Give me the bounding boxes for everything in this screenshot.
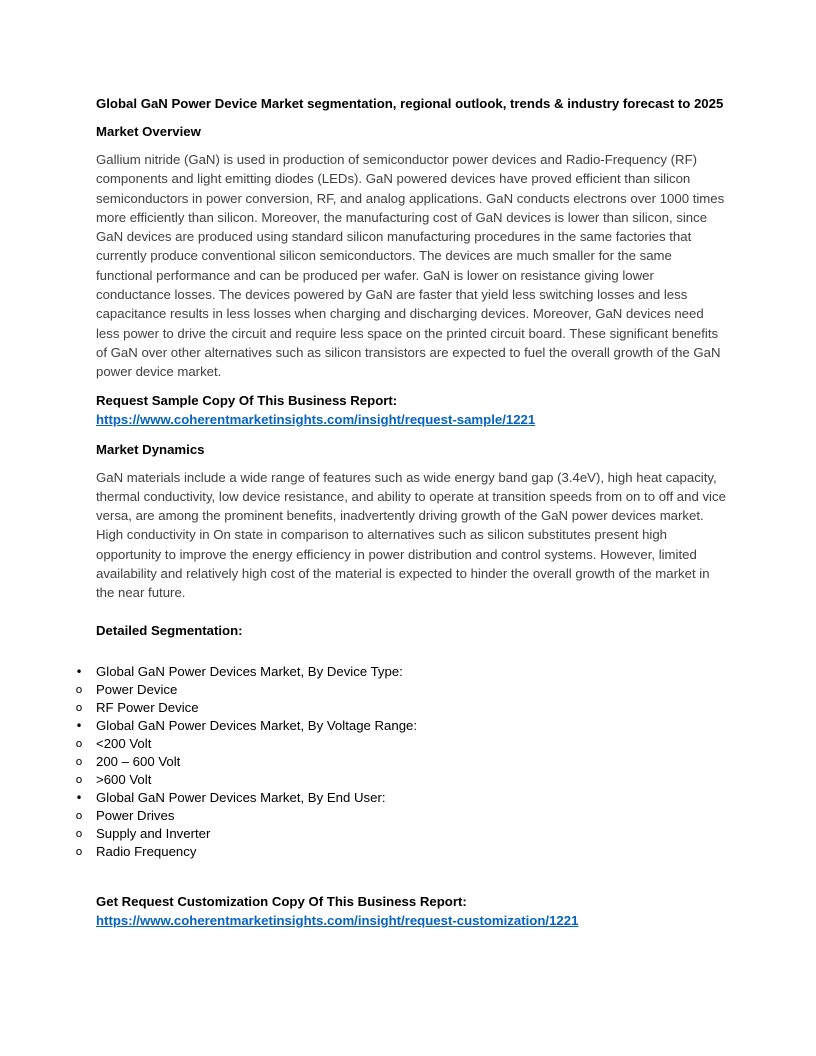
segment-subitem	[75, 735, 726, 753]
segment-text: 200 – 600 Volt	[96, 753, 181, 769]
segment-category-item	[75, 717, 726, 735]
circle-marker-icon: o	[75, 844, 83, 858]
circle-marker-icon: o	[75, 826, 83, 840]
segment-category-item	[75, 663, 726, 681]
bullet-marker-icon: •	[75, 790, 83, 805]
segment-text: Global GaN Power Devices Market, By End User:	[96, 789, 386, 805]
segment-category-item	[75, 789, 726, 807]
segment-text: RF Power Device	[96, 699, 199, 715]
circle-marker-icon: o	[75, 808, 83, 822]
request-sample-link[interactable]: https://www.coherentmarketinsights.com/insight/request-sample/1221	[96, 412, 536, 428]
segment-subitem	[75, 807, 726, 825]
bullet-marker-icon: •	[75, 664, 83, 679]
segment-text: Power Device	[96, 681, 178, 697]
segment-text: >600 Volt	[96, 771, 152, 787]
segment-subitem	[75, 681, 726, 699]
market-overview-text: Gallium nitride (GaN) is used in production of semiconductor power devices and Radio-Frequency (RF) components and light emitting diodes (LEDs). GaN powered devices have proved efficient than silicon semiconductors in power conversion, RF, and analog applications. GaN conducts electrons over 1000 times more efficiently than silicon. Moreover, the manufacturing cost of GaN devices is lower than silicon, since GaN devices are produced using standard silicon manufacturing procedures in the same factories that currently produce conventional silicon semiconductors. The devices are much smaller for the same functional performance and can be produced per wafer. GaN is lower on resistance giving lower conductance losses. The devices powered by GaN are faster that yield less switching losses and less capacitance results in less losses when charging and discharging devices. Moreover, GaN devices need less power to drive the circuit and require less space on the printed circuit board. These significant benefits of GaN over other alternatives such as silicon transistors are expected to fuel the overall growth of the GaN power device market.	[96, 152, 725, 380]
circle-marker-icon: o	[75, 736, 83, 750]
market-overview-heading: Market Overview	[96, 124, 201, 139]
market-dynamics-text: GaN materials include a wide range of features such as wide energy band gap (3.4eV), high heat capacity, thermal conductivity, low device resistance, and ability to operate at transition speeds from on to off and vice versa, are among the prominent benefits, inadvertently driving growth of the GaN power devices market. High conductivity in On state in comparison to alternatives such as silicon substitutes present high opportunity to improve the energy efficiency in power distribution and control systems. However, limited availability and relatively high cost of the material is expected to hinder the overall growth of the market in the near future.	[96, 469, 726, 601]
segment-subitem	[75, 771, 726, 789]
segment-text: Supply and Inverter	[96, 825, 211, 841]
segment-subitem	[75, 753, 726, 771]
document-body	[75, 94, 726, 941]
segment-text: Global GaN Power Devices Market, By Voltage Range:	[96, 717, 418, 733]
segment-subitem	[75, 825, 726, 843]
circle-marker-icon: o	[75, 700, 83, 714]
segment-text: Global GaN Power Devices Market, By Device Type:	[96, 663, 403, 679]
segment-subitem	[75, 843, 726, 861]
request-sample-label: Request Sample Copy Of This Business Report:	[96, 392, 398, 408]
detailed-segmentation-heading: Detailed Segmentation:	[96, 622, 243, 638]
segment-text: <200 Volt	[96, 735, 152, 751]
segment-text: Radio Frequency	[96, 843, 197, 859]
segment-text: Power Drives	[96, 807, 175, 823]
circle-marker-icon: o	[75, 772, 83, 786]
market-dynamics-heading: Market Dynamics	[96, 441, 205, 457]
bullet-marker-icon: •	[75, 718, 83, 733]
request-customization-label: Get Request Customization Copy Of This Business Report:	[96, 893, 467, 909]
segment-subitem	[75, 699, 726, 717]
request-customization-link[interactable]: https://www.coherentmarketinsights.com/insight/request-customization/1221	[96, 913, 579, 929]
circle-marker-icon: o	[75, 682, 83, 696]
segmentation-list	[75, 663, 726, 861]
circle-marker-icon: o	[75, 754, 83, 768]
document-title: Global GaN Power Device Market segmentation, regional outlook, trends & industry forecast to 2025	[96, 96, 724, 111]
customization-block	[96, 892, 726, 931]
